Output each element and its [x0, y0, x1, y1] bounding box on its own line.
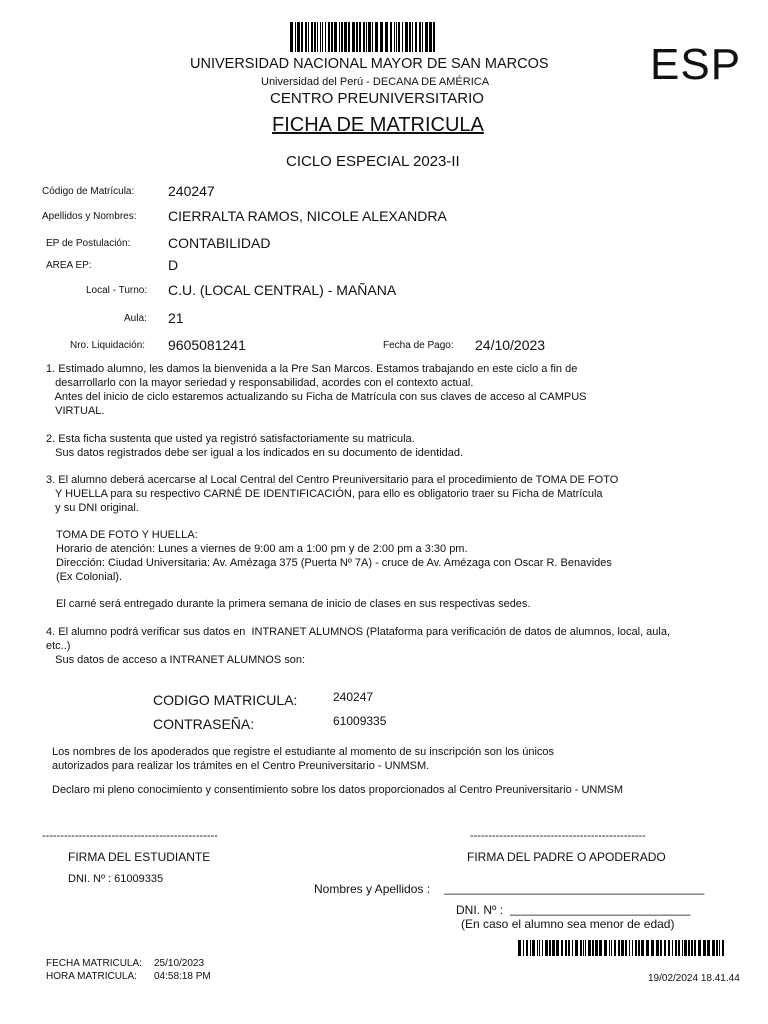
barcode-bar [375, 22, 378, 52]
top-barcode [290, 22, 438, 52]
student-dni: DNI. Nº : 61009335 [68, 873, 164, 885]
barcode-bar [719, 940, 720, 956]
barcode-bar [317, 22, 318, 52]
paragraph-3-carne: El carné será entregado durante la primera semana de inicio de clases en sus respectivas sedes. [56, 598, 531, 610]
hora-matricula-value: 04:58:18 PM [154, 971, 211, 982]
barcode-bar [664, 940, 666, 956]
barcode-bar [703, 940, 706, 956]
names-label: Nombres y Apellidos : [314, 882, 431, 896]
barcode-bar [539, 940, 540, 956]
barcode-bar [290, 22, 293, 52]
paragraph-3: 3. El alumno deberá acercarse al Local Central del Centro Preuniversitario para el procedimiento de TOMA DE FOTO Y HUELLA para su respectivo CARNÉ DE IDENTIFICACIÓN, para ello es obligatorio traer su Ficha de Matrícula y su DNI original. [46, 474, 619, 514]
barcode-bar [641, 940, 644, 956]
barcode-bar [352, 22, 355, 52]
liquidacion-value: 9605081241 [168, 337, 246, 353]
ep-value: CONTABILIDAD [168, 235, 271, 251]
barcode-bar [344, 22, 347, 52]
parent-dni-underline: ___________________________ [510, 902, 691, 916]
area-value: D [168, 257, 179, 273]
barcode-bar [660, 940, 662, 956]
barcode-bar [716, 940, 718, 956]
barcode-bar [618, 940, 620, 956]
center-name: CENTRO PREUNIVERSITARIO [270, 90, 484, 107]
barcode-bar [537, 940, 538, 956]
fecha-matricula-label: FECHA MATRICULA: [46, 958, 142, 969]
barcode-bar [549, 940, 551, 956]
barcode-bar [604, 940, 607, 956]
barcode-bar [583, 940, 584, 956]
barcode-bar [305, 22, 307, 52]
barcode-bar [698, 940, 701, 956]
barcode-bar [552, 940, 555, 956]
barcode-bar [322, 22, 323, 52]
barcode-bar [402, 22, 403, 52]
barcode-bar [646, 940, 649, 956]
barcode-bar [575, 940, 578, 956]
barcode-bar [328, 22, 330, 52]
barcode-bar [614, 940, 616, 956]
barcode-bar [542, 940, 543, 956]
cycle-title: CICLO ESPECIAL 2023-II [286, 153, 460, 170]
barcode-bar [599, 940, 602, 956]
barcode-bar [651, 940, 654, 956]
barcode-bar [415, 22, 417, 52]
barcode-bar [412, 22, 413, 52]
barcode-bar [523, 940, 524, 956]
barcode-bar [409, 22, 411, 52]
barcode-bar [712, 940, 715, 956]
barcode-bar [433, 22, 435, 52]
barcode-bar [334, 22, 337, 52]
barcode-bar [331, 22, 333, 52]
barcode-bar [565, 940, 567, 956]
barcode-bar [672, 940, 673, 956]
credential-codigo-value: 240247 [333, 690, 374, 704]
hora-matricula-label: HORA MATRICULA: [46, 971, 137, 982]
area-label: AREA EP: [46, 260, 92, 271]
barcode-bar [425, 22, 428, 52]
barcode-bar [580, 940, 582, 956]
barcode-bar [356, 22, 358, 52]
barcode-bar [675, 940, 677, 956]
barcode-bar [707, 940, 710, 956]
barcode-bar [561, 940, 563, 956]
fecha-pago-label: Fecha de Pago: [383, 340, 454, 351]
barcode-bar [366, 22, 367, 52]
barcode-bar [396, 22, 397, 52]
university-name: UNIVERSIDAD NACIONAL MAYOR DE SAN MARCOS [190, 56, 549, 72]
barcode-bar [629, 940, 630, 956]
parent-signature-label: FIRMA DEL PADRE O APODERADO [467, 850, 666, 864]
paragraph-4: 4. El alumno podrá verificar sus datos en INTRANET ALUMNOS (Plataforma para verificación de datos de alumnos, local, aula, etc..) Sus datos de acceso a INTRANET ALUMNOS son: [46, 626, 671, 666]
barcode-bar [301, 22, 303, 52]
barcode-bar [368, 22, 371, 52]
aula-value: 21 [168, 310, 184, 326]
names-underline: _______________________________________ [444, 881, 705, 895]
nombres-label: Apellidos y Nombres: [42, 211, 137, 222]
paragraph-2: 2. Esta ficha sustenta que usted ya registró satisfactoriamente su matricula. Sus datos registrados debe ser igual a los indicados en su documento de identidad. [46, 433, 464, 459]
barcode-bar [295, 22, 296, 52]
fecha-matricula-value: 25/10/2023 [154, 958, 205, 969]
barcode-bar [359, 22, 361, 52]
barcode-bar [314, 22, 316, 52]
barcode-bar [592, 940, 594, 956]
barcode-bar [429, 22, 432, 52]
minor-note: (En caso el alumno sea menor de edad) [461, 917, 675, 931]
barcode-bar [526, 940, 528, 956]
barcode-bar [390, 22, 392, 52]
barcode-bar [638, 940, 640, 956]
ep-label: EP de Postulación: [46, 238, 131, 249]
codigo-value: 240247 [168, 183, 215, 199]
student-signature-label: FIRMA DEL ESTUDIANTE [68, 850, 211, 864]
nombres-value: CIERRALTA RAMOS, NICOLE ALEXANDRA [168, 208, 447, 224]
barcode-bar [621, 940, 624, 956]
barcode-bar [722, 940, 724, 956]
barcode-bar [632, 940, 633, 956]
barcode-bar [609, 940, 610, 956]
barcode-bar [585, 940, 586, 956]
parent-dni-label: DNI. Nº : [456, 903, 504, 917]
aula-label: Aula: [124, 313, 147, 324]
barcode-bar [625, 940, 627, 956]
barcode-bar [398, 22, 400, 52]
barcode-bar [532, 940, 535, 956]
barcode-bar [611, 940, 612, 956]
apoderados-note: Los nombres de los apoderados que registre el estudiante al momento de su inscripción son los únicos autorizados para realizar los trámites en el Centro Preuniversitario - UNMSM. [52, 746, 555, 772]
barcode-bar [694, 940, 696, 956]
barcode-bar [530, 940, 531, 956]
barcode-bar [556, 940, 559, 956]
barcode-bar [688, 940, 690, 956]
barcode-bar [572, 940, 573, 956]
barcode-bar [308, 22, 309, 52]
barcode-bar [684, 940, 687, 956]
barcode-bar [394, 22, 395, 52]
barcode-bar [385, 22, 388, 52]
barcode-bar [422, 22, 423, 52]
barcode-bar [348, 22, 350, 52]
university-subtitle: Universidad del Perú - DECANA DE AMÉRICA [261, 76, 490, 88]
paragraph-3-photo: TOMA DE FOTO Y HUELLA: Horario de atención: Lunes a viernes de 9:00 am a 1:00 pm y de 2:00 pm a 3:30 pm. Dirección: Ciudad Universitaria: Av. Amézaga 375 (Puerta Nº 7A) - cruce de Av. Amézaga con Oscar R. Benavides (Ex Colonial). [56, 529, 612, 583]
barcode-bar [339, 22, 340, 52]
paragraph-1: 1. Estimado alumno, les damos la bienvenida a la Pre San Marcos. Estamos trabajando en este ciclo a fin de desarrollarlo con la mayor seriedad y responsabilidad, acordes con el contexto actual. Antes del inicio de ciclo estaremos actualizando su Ficha de Matrícula con sus claves de acceso al CAMPUS VIRTUAL. [46, 363, 587, 417]
bottom-barcode [518, 940, 726, 956]
barcode-bar [691, 940, 693, 956]
codigo-label: Código de Matrícula: [42, 186, 135, 197]
student-signature-line: ------------------------------------------------ [42, 830, 218, 842]
barcode-bar [668, 940, 670, 956]
print-timestamp: 19/02/2024 18.41.44 [648, 973, 740, 984]
barcode-bar [682, 940, 683, 956]
barcode-bar [595, 940, 598, 956]
fecha-pago-value: 24/10/2023 [475, 337, 546, 353]
barcode-bar [363, 22, 365, 52]
barcode-bar [297, 22, 300, 52]
esp-badge: ESP [650, 40, 742, 89]
barcode-bar [325, 22, 326, 52]
barcode-bar [588, 940, 591, 956]
credential-password-label: CONTRASEÑA: [153, 716, 255, 732]
barcode-bar [678, 940, 680, 956]
declaration-note: Declaro mi pleno conocimiento y consentimiento sobre los datos proporcionados al Centro Preuniversitario - UNMSM [52, 784, 624, 796]
barcode-bar [419, 22, 421, 52]
credential-password-value: 61009335 [333, 714, 387, 728]
barcode-bar [380, 22, 383, 52]
document-title: FICHA DE MATRICULA [272, 114, 484, 136]
barcode-bar [635, 940, 637, 956]
barcode-bar [372, 22, 373, 52]
liquidacion-label: Nro. Liquidación: [70, 340, 146, 351]
credential-codigo-label: CODIGO MATRICULA: [153, 692, 298, 708]
barcode-bar [405, 22, 408, 52]
local-value: C.U. (LOCAL CENTRAL) - MAÑANA [168, 282, 397, 298]
barcode-bar [568, 940, 570, 956]
local-label: Local - Turno: [86, 285, 148, 296]
barcode-bar [518, 940, 521, 956]
barcode-bar [311, 22, 313, 52]
barcode-bar [320, 22, 321, 52]
barcode-bar [656, 940, 659, 956]
barcode-bar [545, 940, 548, 956]
barcode-bar [341, 22, 343, 52]
parent-signature-line: ------------------------------------------------ [470, 830, 646, 842]
